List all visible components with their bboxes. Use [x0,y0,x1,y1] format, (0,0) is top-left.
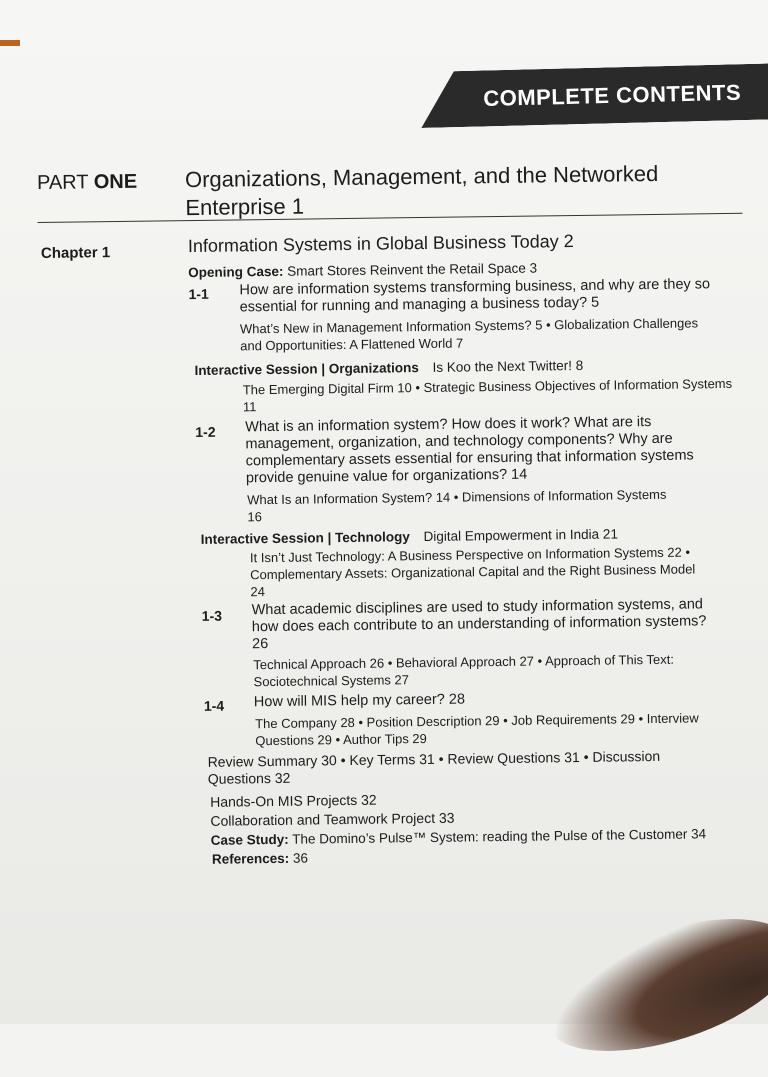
part-label-number: ONE [93,170,138,194]
chapter-title: Information Systems in Global Business Today 2 [187,231,574,257]
references-text: 36 [292,850,309,866]
interactive-session-lead: Interactive Session | Technology [200,529,410,547]
case-study-lead: Case Study: [210,831,289,848]
interactive-session-text: Is Koo the Next Twitter! 8 [432,357,584,375]
section-number: 1-1 [188,285,209,303]
section-question: How are information systems transforming business, and why are they so essential for running and managing a business today? 5 [239,276,711,316]
section-topics: What Is an Information System? 14 • Dimensions of Information Systems 16 [247,486,667,525]
interactive-session-organizations [194,357,583,379]
section-topics: What’s New in Management Information Systems? 5 • Globalization Challenges and Opportunities: A Flattened World 7 [239,315,699,354]
part-label [37,171,137,195]
case-study [211,825,707,848]
opening-case-text: Smart Stores Reinvent the Retail Space 3 [287,260,538,279]
section-topics: The Company 28 • Position Description 29 • Job Requirements 29 • Interview Questions 29 • Author Tips 29 [255,710,699,749]
references [212,850,308,868]
section-question: How will MIS help my career? 28 [253,691,466,711]
interactive-session-topics: The Emerging Digital Firm 10 • Strategic Business Objectives of Information Systems 11 [242,375,733,415]
part-label-prefix: PART [36,171,89,195]
chapter-label: Chapter 1 [40,244,111,262]
case-study-text: The Domino’s Pulse™ System: reading the Pulse of the Customer 34 [292,826,707,847]
opening-case-lead: Opening Case: [188,263,284,281]
references-lead: References: [211,850,290,867]
opening-case [188,260,537,282]
hands-on-projects: Hands-On MIS Projects 32 [210,791,377,810]
section-topics: Technical Approach 26 • Behavioral Approach 27 • Approach of This Text: Sociotechnical Systems 27 [253,651,674,690]
interactive-session-topics: It Isn’t Just Technology: A Business Perspective on Information Systems 22 • Complementary Assets: Organizational Capital and the Right Business Model 24 [249,544,696,600]
review-summary: Review Summary 30 • Key Terms 31 • Review Questions 31 • Discussion Questions 32 [207,747,661,787]
collaboration-project: Collaboration and Teamwork Project 33 [210,809,455,829]
section-number: 1-4 [203,697,225,714]
section-number: 1-2 [195,423,216,440]
interactive-session-text: Digital Empowerment in India 21 [423,526,618,545]
part-title: Organizations, Management, and the Networked Enterprise 1 [184,160,659,221]
section-number: 1-3 [201,607,223,624]
section-question: What is an information system? How does it work? What are its management, organization, and technology components? Why are complementary assets essential for ensuring that information systems provide genuine value for organizations? 14 [245,414,694,487]
interactive-session-lead: Interactive Session | Organizations [194,360,419,378]
section-question: What academic disciplines are used to study information systems, and how does each contribute to an understanding of information systems? 26 [251,596,707,653]
contents-banner-title: COMPLETE CONTENTS [483,79,742,111]
